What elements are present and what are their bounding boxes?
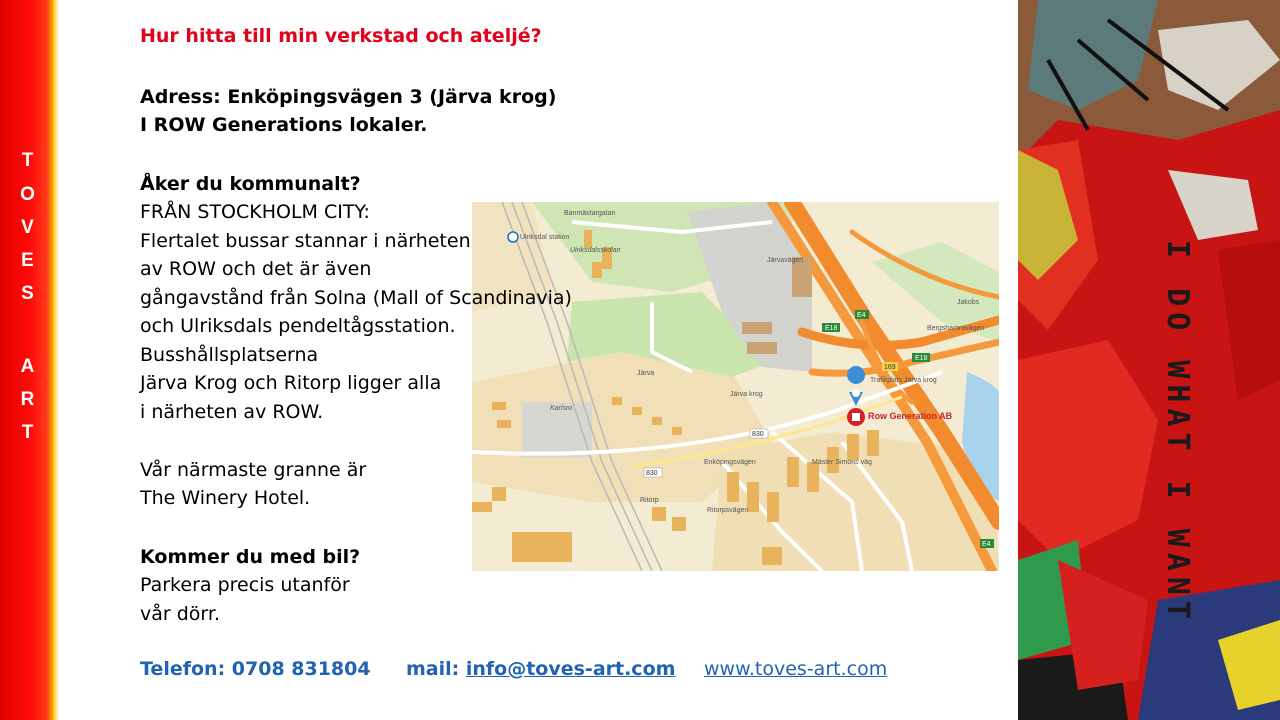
side-letter: O [20,184,35,205]
transit-line: Busshållsplatserna [140,344,319,366]
side-letter: A [20,356,35,377]
location-map[interactable] [472,202,999,571]
transit-title: Åker du kommunalt? [140,173,361,195]
road-shield: E4 [982,541,991,548]
map-label: Trafikplats Järva krog [870,377,937,384]
phone-number: Telefon: 0708 831804 [140,658,371,680]
side-letter: S [21,283,34,304]
artwork-text: I DO WHAT I WANT [1160,240,1195,625]
side-letter: V [21,217,34,238]
map-label: Ritorpsvägen [707,507,749,514]
page-title: Hur hitta till min verkstad och ateljé? [140,25,542,47]
road-shield: 830 [646,470,658,477]
address-line: Adress: Enköpingsvägen 3 (Järva krog) [140,86,557,108]
side-letter: E [21,250,34,271]
mail-contact [406,658,675,680]
map-label: Enköpingsvägen [704,459,756,466]
road-shield: 169 [884,364,896,371]
transit-line: och Ulriksdals pendeltågsstation. [140,315,456,337]
map-label: Jakobs [957,299,980,306]
car-line: Parkera precis utanför [140,574,350,596]
email-link[interactable]: info@toves-art.com [465,658,676,680]
map-graphic [472,202,999,571]
map-label: Bergshamravägen [927,325,985,332]
neighbor-line: The Winery Hotel. [140,487,311,509]
map-label: Ulriksdal station [520,234,570,241]
road-shield: E4 [857,312,866,319]
transit-line: Järva Krog och Ritorp ligger alla [140,372,442,394]
pin-label: Row Generation AB [868,411,953,421]
map-label: Ritorp [640,497,659,504]
road-shield: 830 [752,431,764,438]
map-label: Järvavägen [767,257,804,264]
side-letter: T [21,150,34,171]
mail-label: mail: [406,658,466,680]
artwork-painting [1018,0,1280,720]
transit-line: FRÅN STOCKHOLM CITY: [140,201,370,223]
map-label: Karlsro [550,405,573,412]
map-label: Mäster Simons väg [812,459,872,466]
road-shield: E18 [915,355,928,362]
transit-line: i närheten av ROW. [140,401,324,423]
transit-line: gångavstånd från Solna (Mall of Scandinavia) [140,287,572,309]
map-label: Järva krog [730,391,763,398]
side-letter: T [21,422,34,443]
address-venue: I ROW Generations lokaler. [140,114,428,136]
car-line: vår dörr. [140,603,221,625]
map-label: Ulriksdalsskolan [570,247,621,254]
side-letter: R [20,389,35,410]
neighbor-line: Vår närmaste granne är [140,459,367,481]
road-shield: E18 [825,325,838,332]
car-title: Kommer du med bil? [140,546,361,568]
map-label: Banmästargatan [564,210,616,217]
transit-line: av ROW och det är även [140,258,372,280]
map-label: Järva [637,370,655,377]
transit-line: Flertalet bussar stannar i närheten [140,230,471,252]
website-link[interactable]: www.toves-art.com [704,658,888,680]
